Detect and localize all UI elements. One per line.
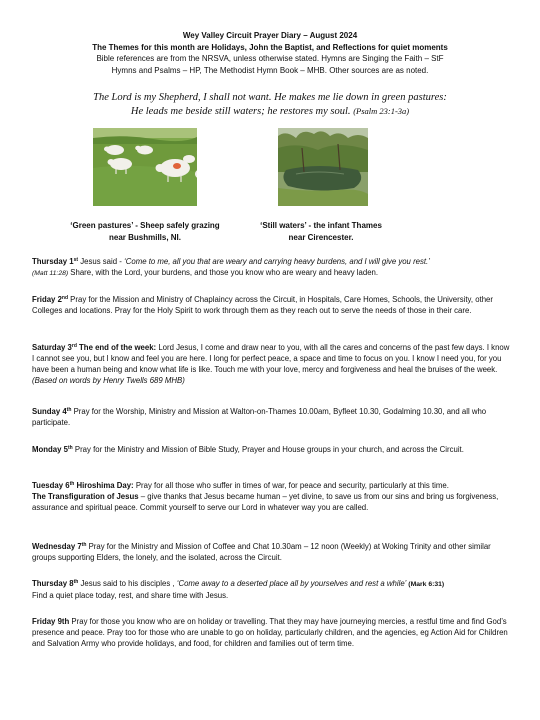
sheep-caption-line-1: ‘Green pastures’ - Sheep safely grazing — [70, 221, 220, 230]
entry-text: Jesus said - — [78, 257, 124, 266]
entry-day: Sunday 4th — [32, 407, 72, 416]
entry-reference: (Mark 6:31) — [406, 581, 445, 588]
entry-text-2: Share, with the Lord, your burdens, and those you know who are weary and heavy laden. — [68, 268, 379, 278]
entry-text-2: Find a quiet place today, rest, and share time with Jesus. — [32, 591, 229, 601]
document-title: Wey Valley Circuit Prayer Diary – August 2024 — [182, 31, 358, 40]
entry-saturday-3 — [32, 342, 512, 386]
themes-line: The Themes for this month are Holidays, John the Baptist, and Reflections for quiet moments — [92, 42, 448, 52]
entry-friday-2 — [32, 294, 512, 316]
sheep-photo-caption — [40, 220, 250, 243]
entry-reference: (Based on words by Henry Twells 689 MHB) — [32, 376, 185, 386]
still-waters-photo — [278, 128, 368, 206]
entry-quote: ‘Come away to a deserted place all by yourselves and rest a while’ — [176, 579, 407, 588]
document-header — [0, 30, 540, 76]
psalm-line-2: He leads me beside still waters; he restores my soul. — [130, 105, 351, 117]
sheep-grazing-photo — [93, 128, 197, 206]
entry-day: Monday 5th — [32, 445, 73, 454]
entry-wednesday-7 — [32, 541, 512, 563]
water-caption-line-2: near Cirencester. — [288, 232, 354, 242]
water-photo-caption — [236, 220, 406, 243]
entry-text: Pray for the Ministry and Mission of Coffee and Chat 10.30am – 12 noon (Weekly) at Woking Trinity and other similar groups supporting Elders, the lonely, and the isolated, across the Circuit. — [32, 542, 491, 563]
psalm-reference: (Psalm 23:1-3a) — [353, 105, 410, 116]
psalm-line-1: The Lord is my Shepherd, I shall not want. He makes me lie down in green pastures: — [93, 92, 447, 103]
entry-text: Lord Jesus, I come and draw near to you, with all the cares and concerns of the past few days. I know I cannot see you, but I know and feel you are here. I long for perfect peace, a space and time to focus on you. I know I need you, for you have been a human being and know what life is like. Touch me with your love, mercy and forgiveness and heal the bruises of the week. — [32, 343, 510, 375]
entry-day: Thursday 1st — [32, 257, 79, 266]
entry-thursday-1 — [32, 256, 512, 279]
entry-sunday-4 — [32, 406, 512, 428]
entry-day: Thursday 8th — [32, 579, 79, 588]
psalm-quote — [0, 92, 540, 118]
entry-day: Saturday 3rd The end of the week: — [32, 343, 157, 352]
sheep-caption-line-2: near Bushmills, NI. — [108, 232, 182, 242]
entry-day: Tuesday 6th Hiroshima Day: — [32, 481, 134, 490]
transfiguration-label: The Transfiguration of Jesus — [32, 492, 139, 502]
bible-hymn-note: Bible references are from the NRSVA, unless otherwise stated. Hymns are Singing the Faith – StF — [96, 54, 444, 64]
entry-text-2: – give thanks that Jesus became human – yet divine, to save us from our sins and bring us forgiveness, assurance and spiritual peace. Commit yourself to serve our Lord in whatever way you are called. — [32, 492, 499, 513]
entry-thursday-8 — [32, 578, 512, 601]
entry-day: Wednesday 7th — [32, 542, 87, 551]
entry-text: Pray for all those who suffer in times of war, for peace and security, particularly at this time. — [133, 481, 449, 490]
hymn-sources-note: Hymns and Psalms – HP, The Methodist Hymn Book – MHB. Other sources are as noted. — [111, 65, 429, 75]
entry-text: Pray for the Worship, Ministry and Mission at Walton-on-Thames 10.00am, Byfleet 10.30, Godalming 10.30, and all who participate. — [32, 407, 487, 428]
water-caption-line-1: ‘Still waters’ - the infant Thames — [260, 221, 382, 230]
entry-quote: ‘Come to me, all you that are weary and carrying heavy burdens, and I will give you rest.’ — [124, 257, 430, 266]
entry-monday-5 — [32, 444, 512, 455]
entry-text: Pray for those you know who are on holiday or travelling. That they may have journeying mercies, a restful time and find God’s presence and peace. Pray too for those who are unable to go on holiday, particularly children, and the agencies, eg Action Aid for Children and Salvation Army who provide holidays, and food, for children and families out of term time. — [32, 617, 508, 649]
entry-text: Pray for the Ministry and Mission of Bible Study, Prayer and House groups in your church, and across the Circuit. — [72, 445, 464, 454]
entry-tuesday-6 — [32, 480, 512, 513]
entry-day: Friday 9th — [32, 617, 70, 626]
entry-text: Pray for the Mission and Ministry of Chaplaincy across the Circuit, in Hospitals, Care Homes, Schools, the University, other Colleges and locations. Pray for the Holy Spirit to work through them as they reach out to serve the needs of those in their care. — [32, 295, 493, 316]
entry-friday-9 — [32, 616, 512, 649]
entry-day: Friday 2nd — [32, 295, 69, 304]
entry-text: Jesus said to his disciples , — [78, 579, 177, 588]
entry-reference: (Matt 11:28) — [32, 270, 69, 278]
